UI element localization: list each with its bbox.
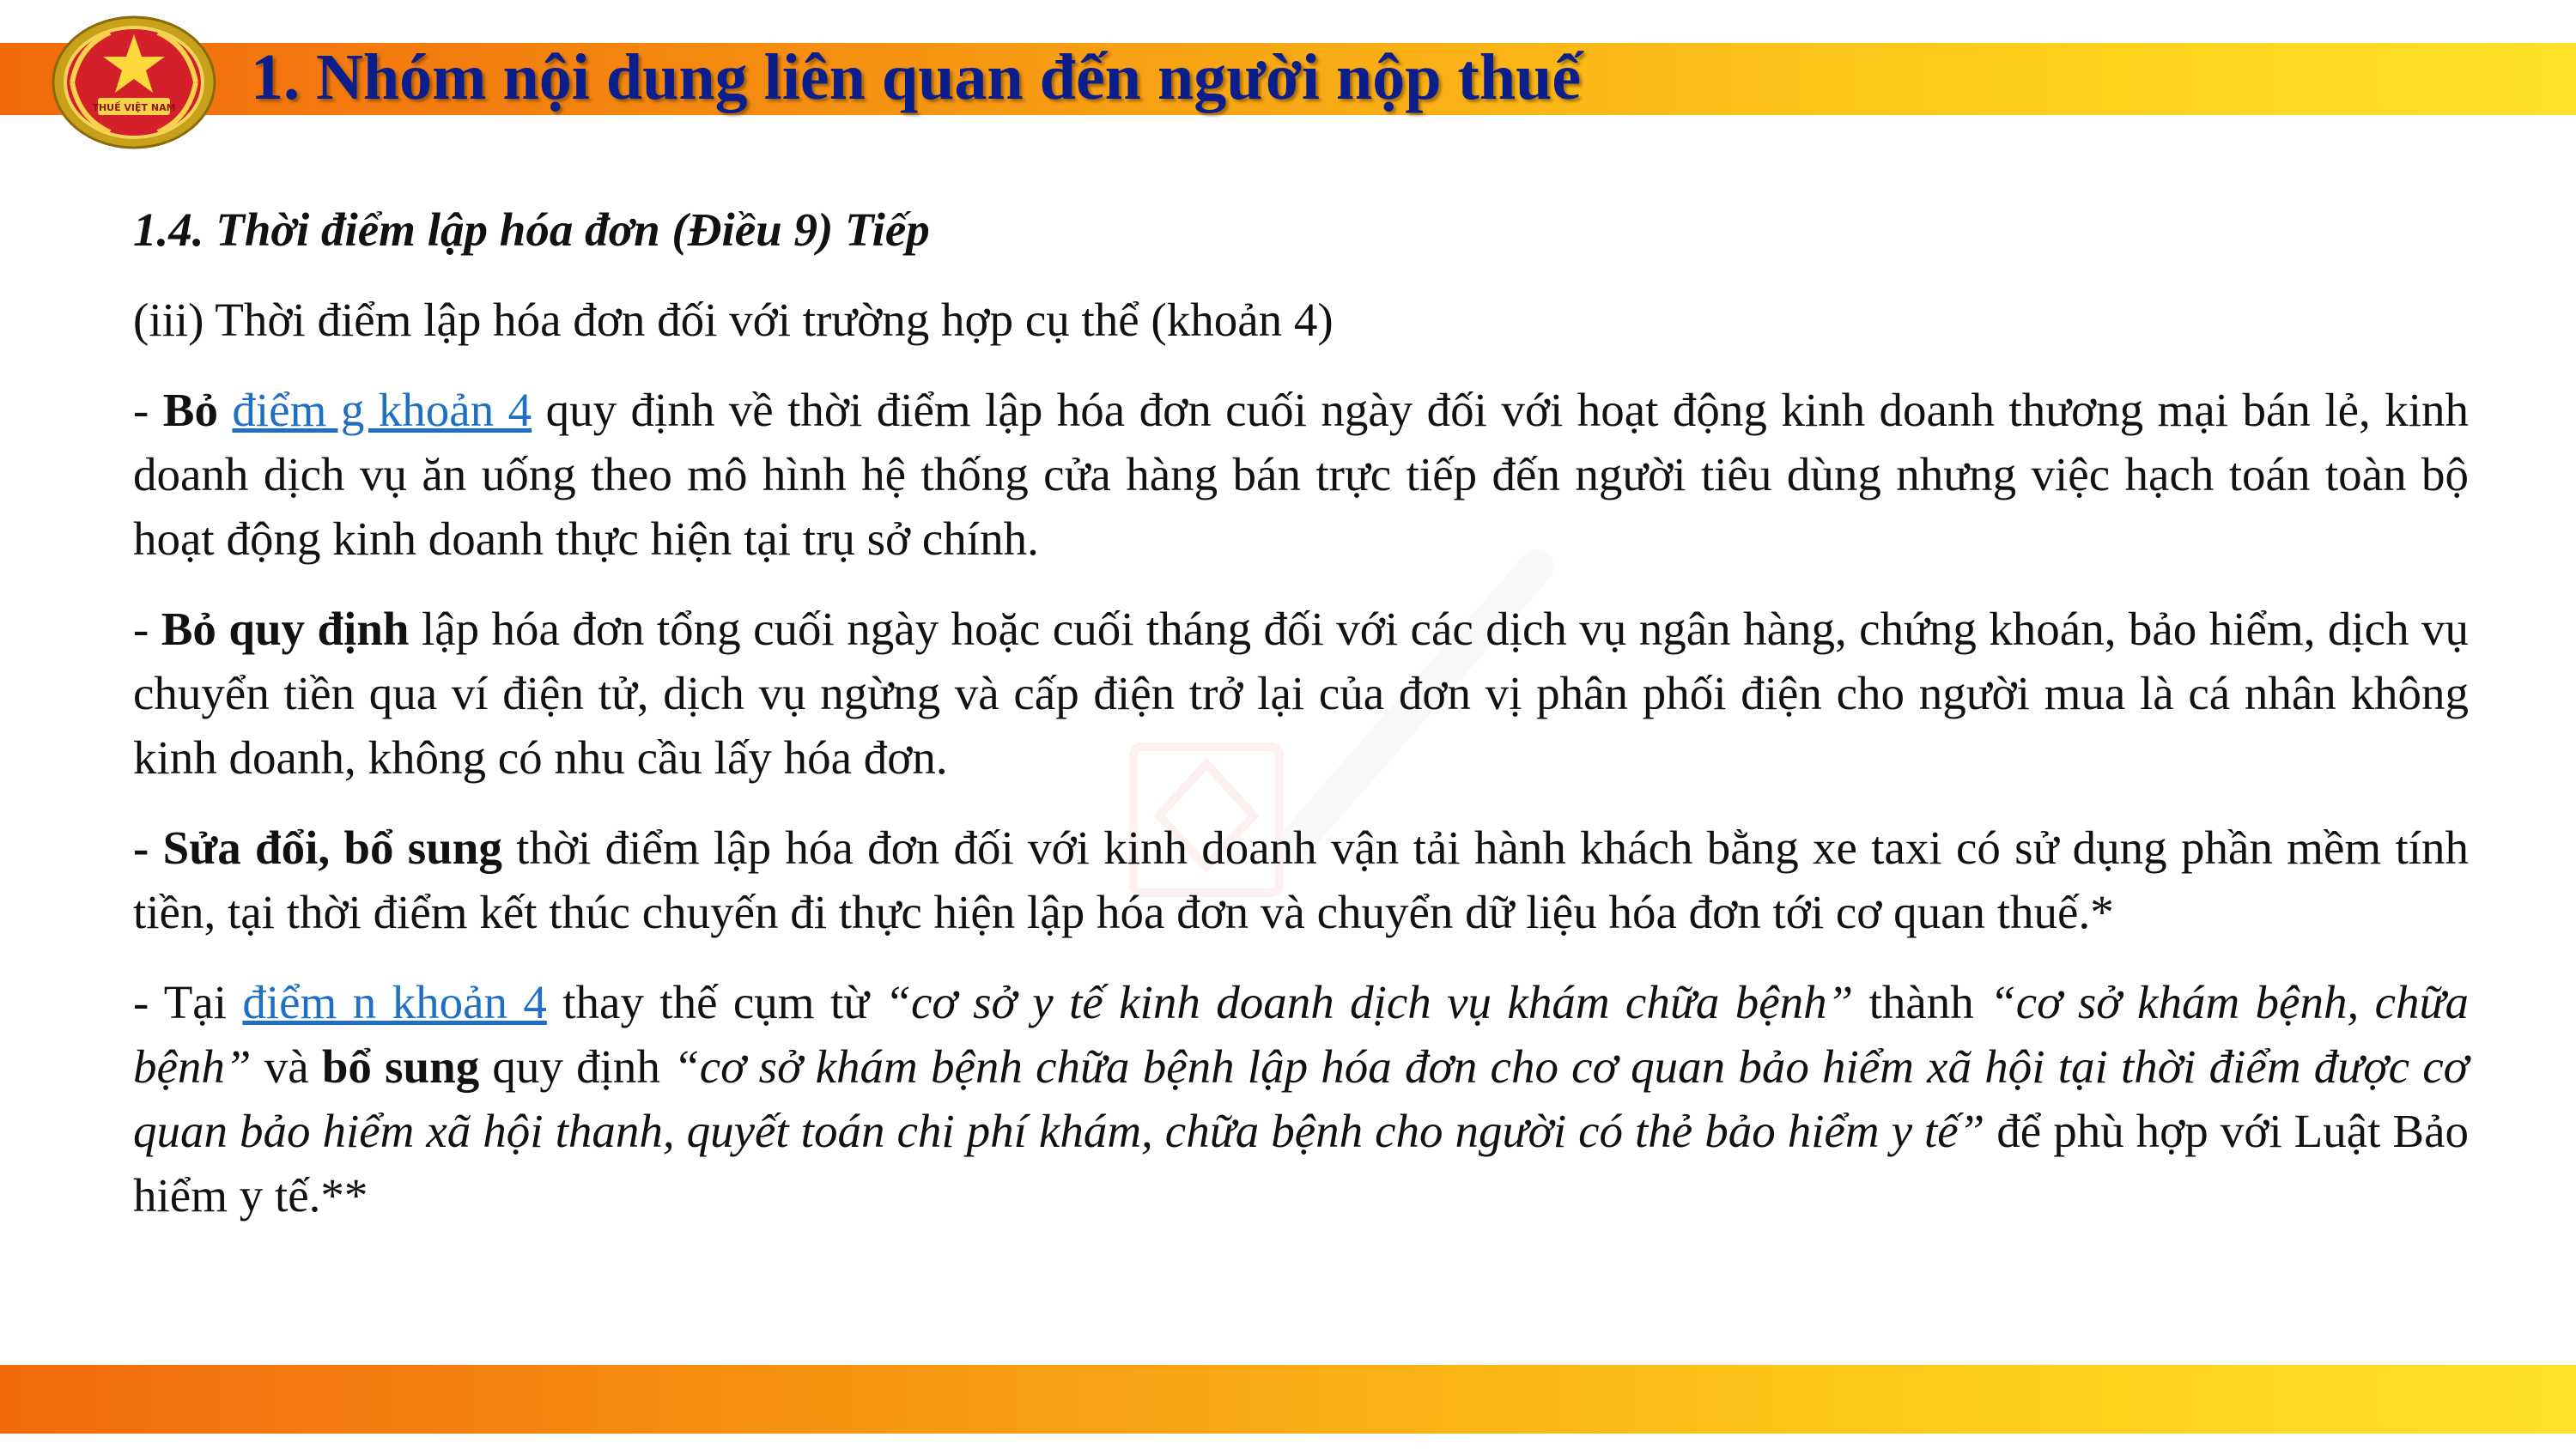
section-intro: (iii) Thời điểm lập hóa đơn đối với trường hợp cụ thể (khoản 4) bbox=[133, 294, 1334, 346]
paragraph-text: thay thế cụm từ bbox=[546, 976, 885, 1028]
paragraph-text: quy định bbox=[479, 1040, 674, 1093]
paragraph-amend-taxi bbox=[133, 815, 2469, 944]
paragraph-point-n bbox=[133, 970, 2469, 1228]
slide-content bbox=[133, 197, 2469, 1253]
dash: - bbox=[133, 603, 161, 655]
page-title: 1. Nhóm nội dung liên quan đến người nộp thuế bbox=[251, 41, 1582, 113]
bold-label: - Sửa đổi, bổ sung bbox=[133, 822, 502, 874]
quote-new-phrase: “cơ sở khám bệnh, chữa bệnh” bbox=[133, 976, 2469, 1093]
dash: - bbox=[133, 384, 163, 436]
paragraph-remove-regulation bbox=[133, 597, 2469, 790]
footer-band bbox=[0, 1365, 2576, 1434]
emblem-text: THUẾ VIỆT NAM bbox=[92, 102, 176, 113]
paragraph-text: thời điểm lập hóa đơn đối với kinh doanh vận tải hành khách bằng xe taxi có sử dụng phần mềm tính tiền, tại thời điểm kết thúc chuyến đi thực hiện lập hóa đơn và chuyển dữ liệu hóa đơn tới cơ quan thuế.* bbox=[133, 822, 2470, 938]
paragraph-text: thành bbox=[1853, 976, 1990, 1028]
bold-label: Bỏ quy định bbox=[161, 603, 410, 655]
bold-label: Bỏ bbox=[162, 384, 218, 436]
paragraph-remove-point-g bbox=[133, 378, 2469, 571]
bold-label: bổ sung bbox=[321, 1040, 480, 1093]
paragraph-lead: - Tại bbox=[133, 976, 243, 1028]
quote-old-phrase: “cơ sở y tế kinh doanh dịch vụ khám chữa bệnh” bbox=[884, 976, 1854, 1028]
paragraph-text: lập hóa đơn tổng cuối ngày hoặc cuối tháng đối với các dịch vụ ngân hàng, chứng khoán, bảo hiểm, dịch vụ chuyển tiền qua ví điện tử, dịch vụ ngừng và cấp điện trở lại của đơn vị phân phối điện cho người mua là cá nhân không kinh doanh, không có nhu cầu lấy hóa đơn. bbox=[133, 603, 2469, 784]
quote-added-rule: “cơ sở khám bệnh chữa bệnh lập hóa đơn cho cơ quan bảo hiểm xã hội tại thời điểm được cơ quan bảo hiểm xã hội thanh, quyết toán chi phí khám, chữa bệnh cho người có thẻ bảo hiểm y tế” bbox=[133, 1040, 2469, 1157]
space bbox=[218, 384, 232, 436]
link-point-n-clause-4[interactable]: điểm n khoản 4 bbox=[242, 976, 547, 1028]
link-point-g-clause-4[interactable]: điểm g khoản 4 bbox=[232, 384, 532, 436]
section-subtitle: 1.4. Thời điểm lập hóa đơn (Điều 9) Tiếp bbox=[133, 203, 930, 256]
paragraph-text: để phù hợp với Luật Bảo hiểm y tế.** bbox=[133, 1105, 2469, 1222]
paragraph-text: và bbox=[251, 1040, 322, 1093]
tax-emblem-icon bbox=[50, 12, 218, 149]
paragraph-text: quy định về thời điểm lập hóa đơn cuối ngày đối với hoạt động kinh doanh thương mại bán lẻ, kinh doanh dịch vụ ăn uống theo mô hình hệ thống cửa hàng bán trực tiếp đến người tiêu dùng nhưng việc hạch toán toàn bộ hoạt động kinh doanh thực hiện tại trụ sở chính. bbox=[133, 384, 2469, 565]
